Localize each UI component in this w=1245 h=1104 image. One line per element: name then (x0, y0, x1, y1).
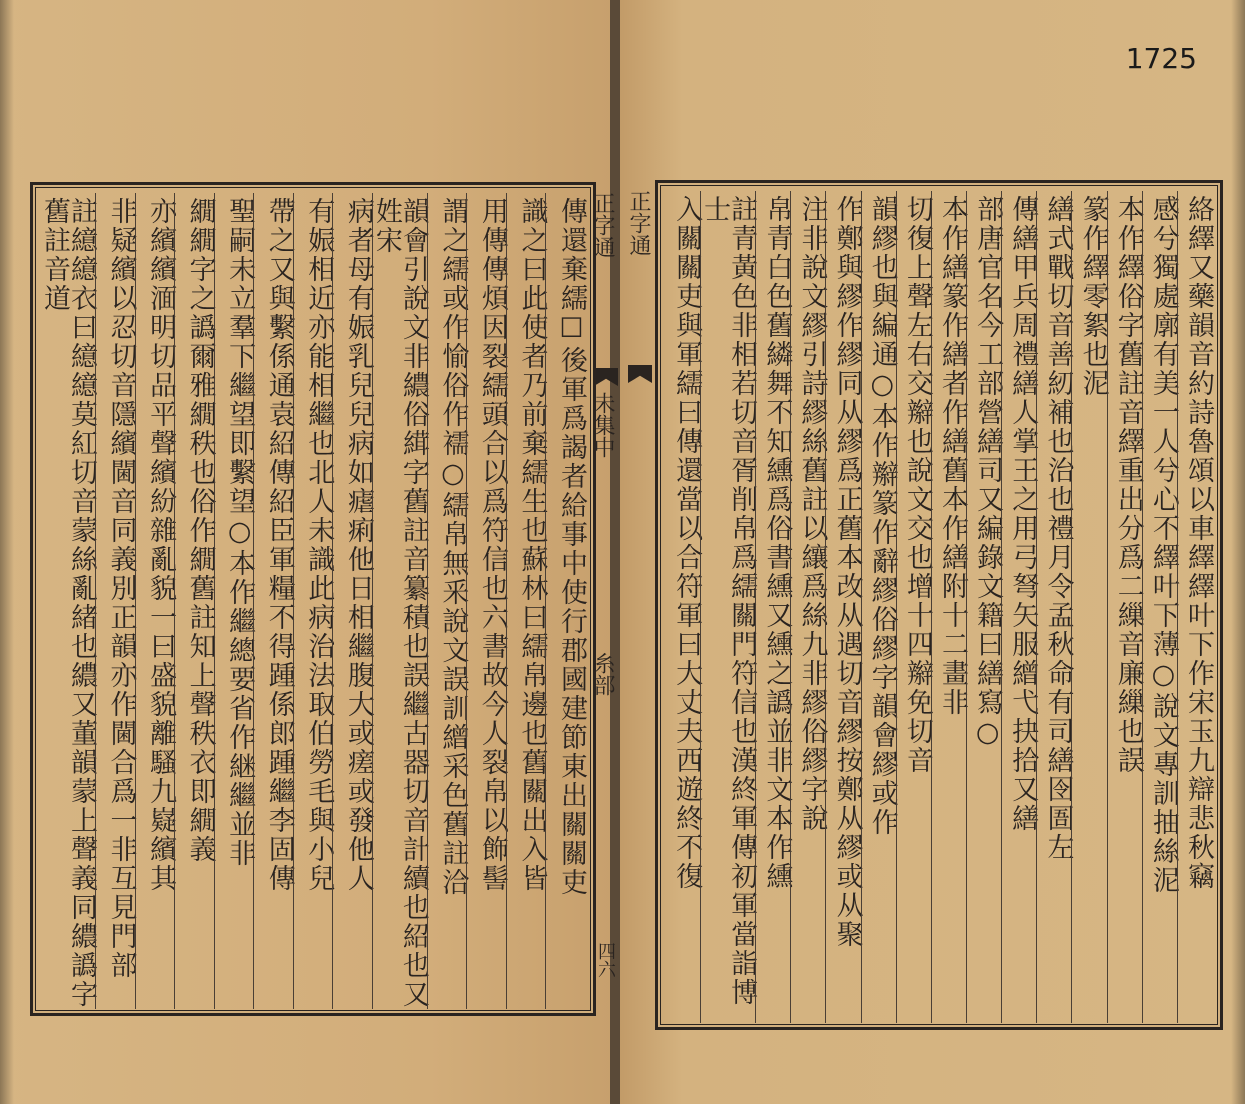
left-column: 謂之繻或作愉俗作襦○繻帛無釆說文誤訓繒采色舊註洽 (427, 193, 467, 1009)
right-column: 絡繹又藥韻音約詩魯頌以車繹繹叶下作宋玉九辯悲秋竊 (1177, 191, 1212, 1023)
right-center-strip (626, 180, 654, 1024)
left-column: 韻會引說文非繷俗縙字舊註音纂積也誤繼古器切音計續也紹也又姓宋 (372, 193, 427, 1009)
left-column: 聖嗣未立羣下繼望即繫望○本作繼總要省作継繼並非 (214, 193, 254, 1009)
left-column: 病者母有娠乳兒兒病如瘧痢他日相繼腹大或瘥或發他人 (332, 193, 372, 1009)
right-column: 作鄭與繆作繆同从繆爲正舊本改从遇切音繆按鄭从繆或从聚 (825, 191, 860, 1023)
page-number: 1725 (1125, 42, 1197, 75)
left-column: 用傳傳煩因裂繻頭合以爲符信也六書故今人裂帛以飾髻 (466, 193, 506, 1009)
right-column: 切復上聲左右交辮也說文交也增十四辮免切音 (896, 191, 931, 1023)
left-strip-folio: 四六 (595, 942, 616, 978)
left-strip-volume: 未集中 (590, 392, 615, 458)
right-strip-title: 正字通 (626, 190, 651, 256)
right-column: 傳繕甲兵周禮繕人掌王之用弓弩矢服繒弋抉拾又繕 (1001, 191, 1036, 1023)
left-columns (38, 193, 587, 1009)
right-column: 入關關吏與軍繻曰傳還當以合符軍曰大丈夫西遊終不復 (671, 195, 703, 891)
left-strip-title: 正字通 (590, 192, 615, 258)
right-columns (666, 191, 1212, 1019)
left-column: 繝繝字之譌爾雅繝秩也俗作繝舊註知上聲秩衣即繝義 (174, 193, 214, 1009)
left-column: 註繶繶衣曰繶繶莫紅切音蒙絲亂緒也繷又董韻蒙上聲義同繷譌字舊註音道 (38, 197, 97, 1009)
right-column: 韻繆也與編通○本作辮篆作辭繆俗繆字韻會繆或作 (861, 191, 896, 1023)
left-page-edge (0, 0, 14, 1104)
right-column: 本作繕篆作繕者作繕舊本作繕附十二畫非 (931, 191, 966, 1023)
left-strip-radical: 糸部 (590, 652, 615, 696)
left-column: 傳還棄繻☐後軍爲謁者給事中使行郡國建節東出關關吏 (545, 193, 585, 1009)
left-column: 有娠相近亦能相繼也北人未識此病治法取伯勞毛與小兒 (293, 193, 333, 1009)
right-page-edge (1231, 0, 1245, 1104)
right-column: 部唐官名今工部營繕司又編錄文籍曰繕寫○ (966, 191, 1001, 1023)
left-column: 帶之又與繫係通袁紹傳紹臣軍糧不得踵係郎踵繼李固傳 (253, 193, 293, 1009)
right-column: 繕式戰切音善紉補也治也禮月令孟秋命有司繕囹圄左 (1036, 191, 1071, 1023)
right-column: 感兮獨處廓有美一人兮心不繹叶下薄○說文專訓抽絲泥 (1142, 191, 1177, 1023)
right-column: 本作繹俗字舊註音繹重出分爲二繅音廉繅也誤 (1107, 191, 1142, 1023)
left-text-frame (30, 182, 596, 1016)
right-column: 注非說文繆引詩繆絲舊註以纕爲絲九非繆俗繆字說 (790, 191, 825, 1023)
left-center-strip (592, 182, 618, 1010)
right-column: 帛青白色舊繗舞不知纁爲俗書纁又纁之譌並非文本作纁 (755, 191, 790, 1023)
left-column: 識之曰此使者乃前棄繻生也蘇林曰繻帛邊也舊關出入皆 (506, 193, 546, 1009)
right-text-frame (655, 180, 1223, 1030)
left-page (0, 0, 612, 1104)
right-column: 篆作繹零絮也泥 (1071, 191, 1106, 1023)
left-column: 亦繽繽湎明切品平聲繽紛雜亂貌一曰盛貌離騷九嶷繽其 (135, 193, 175, 1009)
right-column: 註青黃色非相若切音胥削帛爲繻關門符信也漢終軍傳初軍當詣博士 (700, 191, 755, 1023)
left-column: 非疑繽以忍切音隱繽閫音同義別正韻亦作閫合爲一非互見門部 (95, 193, 135, 1009)
